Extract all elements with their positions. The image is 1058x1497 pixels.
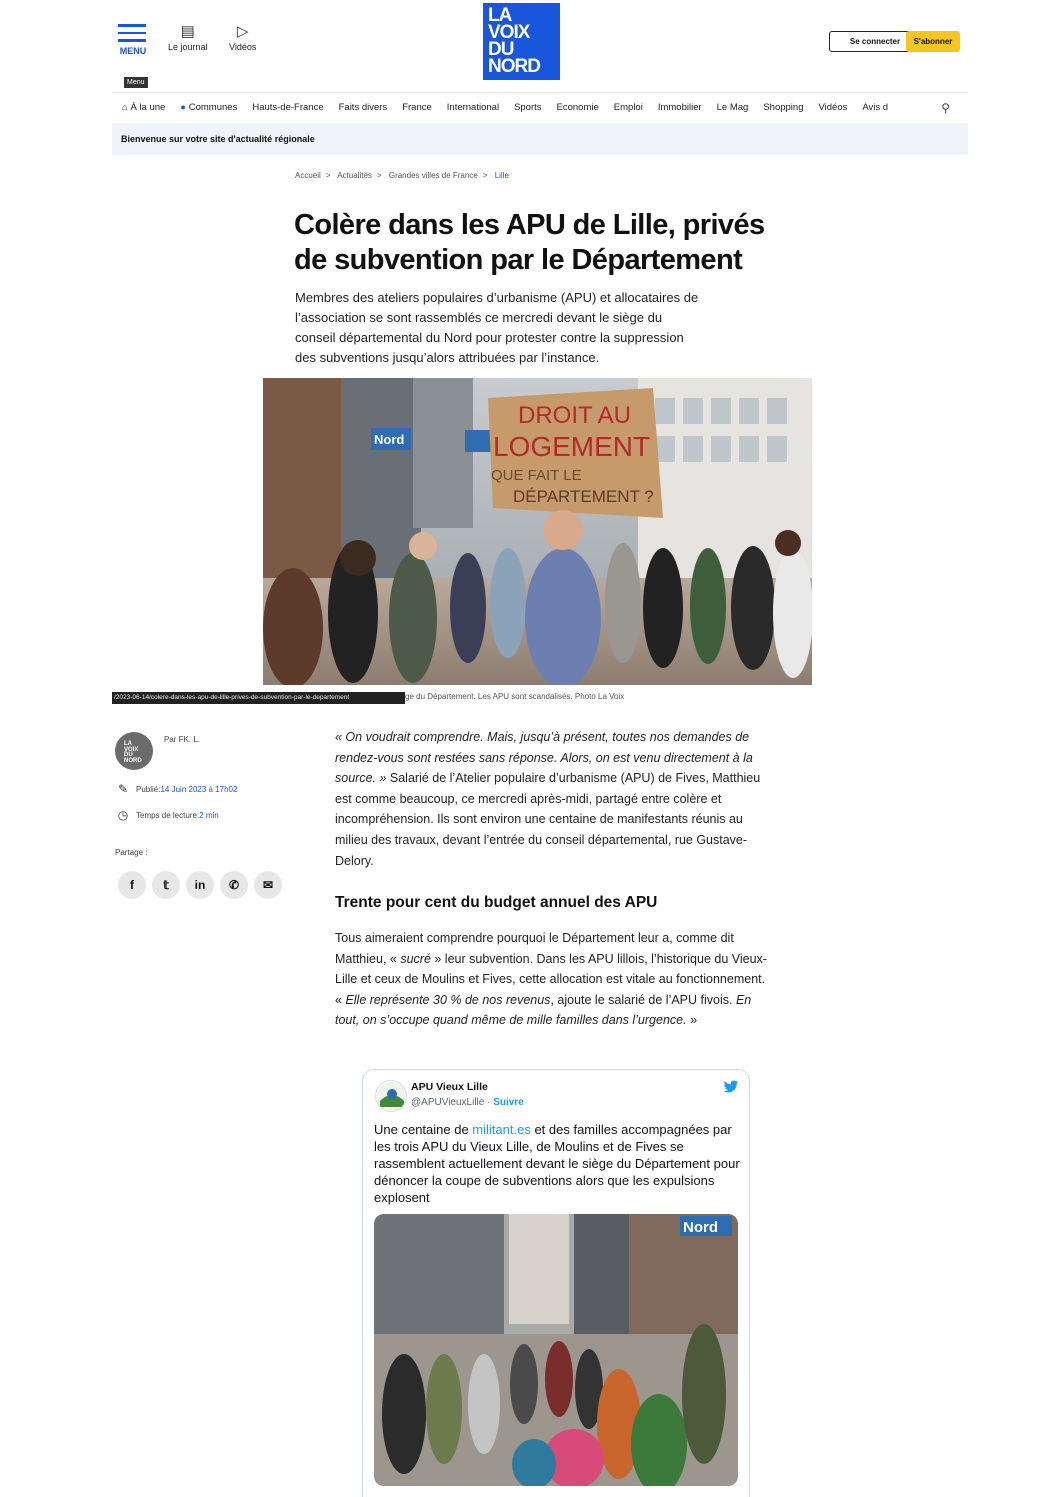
- nav-item-communes[interactable]: [180, 102, 237, 113]
- play-circle-icon: ▷: [236, 23, 249, 40]
- clock-icon: ◷: [117, 808, 129, 822]
- nav-item-avis[interactable]: Avis d: [862, 102, 889, 113]
- menu-button[interactable]: [118, 24, 148, 56]
- journal-link[interactable]: [168, 22, 208, 52]
- nav-item-immobilier[interactable]: Immobilier: [657, 102, 702, 113]
- search-icon[interactable]: ⚲: [941, 101, 950, 115]
- tweet-photo-building-sign: Nord: [683, 1219, 718, 1236]
- paragraph-text: , ajoute le salarié de l’APU fivois.: [550, 992, 736, 1007]
- status-url: /2023-06-14/colere-dans-les-apu-de-lille-prives-de-subvention-par-le-departement: [112, 692, 405, 704]
- logo-line: DU: [488, 39, 514, 60]
- newspaper-icon: ▤: [180, 23, 195, 40]
- menu-tooltip: Menu: [124, 77, 148, 88]
- nav-item-videos[interactable]: Vidéos: [818, 102, 848, 113]
- share-label: Partage :: [115, 848, 148, 857]
- nav-item-economie[interactable]: Economie: [556, 102, 599, 113]
- logo-line: VOIX: [488, 22, 530, 43]
- paragraph-text: Salarié de l’Atelier populaire d’urbanisme (APU) de Fives, Matthieu est comme beaucoup, ce mercredi après-midi, partagé entre colère et incompréhension. Ils sont environ une centaine de manifestants réunis au milieu des travaux, devant l’entrée du conseil départemental, rue Gustave-Delory.: [335, 771, 761, 868]
- twitter-icon[interactable]: 𝕥: [152, 871, 180, 899]
- menu-label: MENU: [119, 45, 147, 56]
- avatar-logo-line: LA: [124, 741, 132, 747]
- site-logo[interactable]: [483, 3, 560, 80]
- videos-link[interactable]: [229, 22, 256, 52]
- quote-text: En tout, on s’occupe quand même de mille familles dans l’urgence.: [335, 992, 752, 1028]
- login-button[interactable]: Se connecter: [829, 31, 921, 52]
- avatar-logo-line: VOIX: [124, 746, 139, 753]
- tweet-handle-text[interactable]: @APUVieuxLille: [411, 1097, 485, 1108]
- nav-item-emploi[interactable]: Emploi: [613, 102, 643, 113]
- paragraph-text: »: [686, 1013, 698, 1028]
- avatar-logo-line: DU: [124, 752, 133, 758]
- protest-sign-line: LOGEMENT: [493, 431, 651, 462]
- hamburger-icon: [118, 24, 148, 42]
- nav-item-faits-divers[interactable]: Faits divers: [338, 102, 388, 113]
- breadcrumb-item[interactable]: Actualités: [337, 171, 372, 180]
- subscribe-button[interactable]: S'abonner: [906, 31, 960, 52]
- photo-caption: ge du Département. Les APU sont scandalisés. Photo La Voix: [405, 692, 625, 701]
- facebook-icon[interactable]: f: [118, 871, 146, 899]
- nav-item-international[interactable]: International: [446, 102, 500, 113]
- breadcrumb-item[interactable]: Accueil: [295, 171, 321, 180]
- protest-sign-line: QUE FAIT LE: [491, 467, 582, 484]
- tweet-text: [374, 1121, 742, 1206]
- nav-item-sports[interactable]: Sports: [514, 102, 542, 113]
- published-value: 14 Juin 2023 à 17h02: [160, 784, 238, 794]
- photo-building-sign: Nord: [374, 432, 405, 447]
- share-buttons: [118, 871, 288, 899]
- tweet-text-part: Une centaine de: [374, 1122, 473, 1137]
- breadcrumb-item[interactable]: Grandes villes de France: [388, 171, 478, 180]
- nav-item-shopping[interactable]: Shopping: [763, 102, 804, 113]
- main-nav: [112, 92, 968, 122]
- article-main-photo: [263, 378, 812, 685]
- protest-sign-line: DÉPARTEMENT ?: [513, 487, 654, 506]
- tweet-avatar[interactable]: [375, 1080, 407, 1112]
- tweet-photo[interactable]: [374, 1214, 738, 1486]
- paragraph-text: » leur subvention. Dans les APU lillois, l’historique du Vieux-Lille et ceux de Moulins et Fives, cette allocation est vitale au fonctionnement. «: [335, 951, 767, 1007]
- byline: Par FK. L.: [164, 735, 201, 744]
- nav-label: Communes: [188, 102, 238, 113]
- paragraph-text: Tous aimeraient comprendre pourquoi le Département leur a, comme dit Matthieu, «: [335, 931, 734, 966]
- welcome-banner: Bienvenue sur votre site d'actualité régionale: [112, 123, 968, 155]
- article-paragraph-1: [335, 727, 775, 871]
- logo-line: LA: [488, 5, 512, 26]
- reading-time: [116, 808, 219, 822]
- tweet-dot: ·: [484, 1097, 494, 1108]
- avatar-logo-line: NORD: [124, 757, 142, 764]
- quote-text: sucré: [400, 951, 431, 966]
- site-header: [112, 0, 968, 92]
- reading-value: 2 min: [199, 810, 219, 820]
- quote-text: « On voudrait comprendre. Mais, jusqu’à présent, toutes nos demandes de rendez-vous sont restées sans réponse. Alors, on est venu directement à la source. »: [335, 730, 753, 786]
- article-subheading: Trente pour cent du budget annuel des APU: [335, 894, 658, 911]
- article-paragraph-2: [335, 928, 775, 1031]
- tweet-handle: [411, 1097, 524, 1108]
- author-avatar: [115, 732, 153, 770]
- protest-sign-line: DROIT AU: [518, 402, 631, 429]
- tweet-author-name[interactable]: APU Vieux Lille: [411, 1081, 488, 1093]
- published-date: [116, 782, 237, 796]
- quote-text: Elle représente 30 % de nos revenus: [345, 992, 551, 1007]
- home-icon: ⌂: [122, 102, 128, 112]
- tweet-link[interactable]: militant.es: [472, 1122, 531, 1137]
- linkedin-icon[interactable]: in: [186, 871, 214, 899]
- published-label: Publié:: [136, 784, 161, 794]
- tweet-text-part: et des familles accompagnées par les trois APU du Vieux Lille, de Moulins et de Fives se rassemblent actuellement devant le siège du Département pour dénoncer la coupe de subventions alors que les expulsions explosent: [374, 1122, 740, 1205]
- nav-item-hauts-de-france[interactable]: Hauts-de-France: [252, 102, 324, 113]
- nav-item-a-la-une[interactable]: [122, 102, 165, 113]
- reading-label: Temps de lecture:: [136, 810, 200, 820]
- tweet-follow-button[interactable]: Suivre: [493, 1097, 524, 1108]
- videos-label: Vidéos: [229, 42, 257, 52]
- nav-item-le-mag[interactable]: Le Mag: [716, 102, 749, 113]
- email-icon[interactable]: ✉: [254, 871, 282, 899]
- nav-label: À la une: [130, 102, 166, 113]
- journal-label: Le journal: [168, 42, 208, 52]
- nav-item-france[interactable]: France: [402, 102, 432, 113]
- tweet-embed[interactable]: [362, 1069, 750, 1497]
- logo-line: NORD: [488, 56, 540, 77]
- article-lead: Membres des ateliers populaires d’urbanisme (APU) et allocataires de l’association se sont rassemblés ce mercredi devant le siège du conseil départemental du Nord pour protester contre la suppression des subventions jusqu’alors attribuées par l’instance.: [295, 290, 699, 365]
- twitter-bird-icon[interactable]: [723, 1080, 739, 1094]
- breadcrumb: Accueil > Actualités > Grandes villes de France > Lille: [295, 171, 509, 180]
- edit-document-icon: ✎: [117, 782, 129, 796]
- whatsapp-icon[interactable]: ✆: [220, 871, 248, 899]
- location-pin-icon: ●: [180, 102, 186, 112]
- page-title: Colère dans les APU de Lille, privés de subvention par le Département: [294, 209, 765, 276]
- breadcrumb-current[interactable]: Lille: [494, 171, 509, 180]
